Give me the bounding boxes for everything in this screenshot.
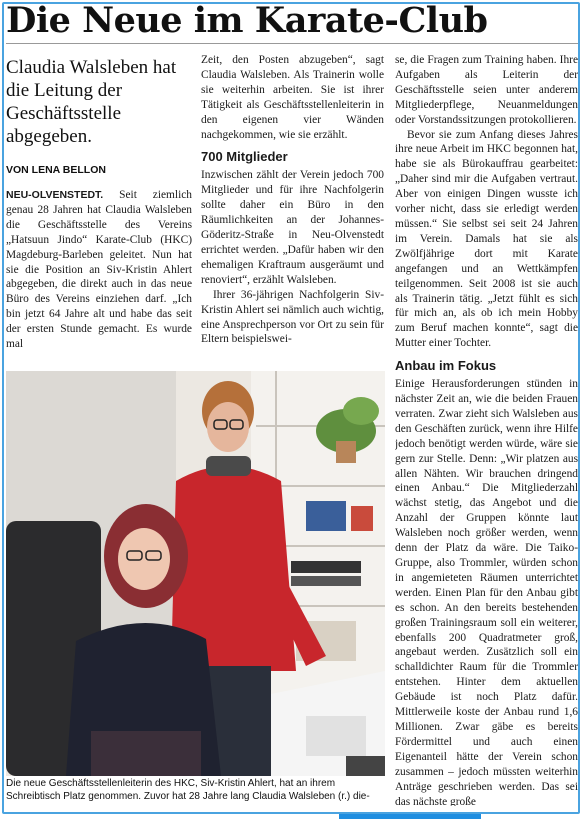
dek: Claudia Walsleben hat die Leitung der Geschäftsstelle abgegeben. <box>6 57 177 147</box>
byline: VON LENA BELLON <box>6 164 106 176</box>
paragraph: Zeit, den Posten abzugeben“, sagt Claudia Walsleben. Als Trainerin wolle sie weiterhin arbeiten. Sie ist ihrer Tätigkeit als Geschäftsstellenleiterin in den eigenen vier Wänden nachgekommen, wie sie erzählt. <box>201 54 384 141</box>
subhead-anbau-im-fokus: Anbau im Fokus <box>395 358 497 374</box>
paragraph <box>6 188 192 352</box>
dateline: NEU-OLVENSTEDT. <box>6 189 104 201</box>
headline: Die Neue im Karate-Club <box>6 0 488 41</box>
column-1 <box>6 188 192 366</box>
photo-caption: Die neue Geschäftsstellenleiterin des HKC, Siv-Kristin Ahlert, hat an ihrem Schreibtisch Platz genommen. Zuvor hat 28 Jahre lang Claudia Walsleben (r.) die- <box>6 778 370 802</box>
paragraph: Ihrer 36-jährigen Nachfolgerin Siv-Kristin Ahlert sei nämlich auch wichtig, eine Ansprechperson vor Ort zu sein für Eltern beispielswei- <box>201 288 384 346</box>
paragraph: Inzwischen zählt der Verein jedoch 700 Mitglieder und für ihre Nachfolgerin sollte daher ein Büro in den Räumlichkeiten an der Johannes-Göderitz-Straße in Neu-Olvenstedt errichtet werden. „Dafür haben wir den ehemaligen Kraftraum ausgeräumt und renoviert“, erzählt Walsleben. <box>201 169 384 286</box>
column-2 <box>201 53 384 369</box>
column-3 <box>395 53 578 806</box>
article-photo <box>6 371 385 776</box>
paragraph: se, die Fragen zum Training haben. Ihre Aufgaben als Leiterin der Geschäftsstelle seien unter anderem Mitgliederpflege, Neuanmeldungen oder Vorstandssitzungen protokollieren. <box>395 54 578 126</box>
subhead-700-mitglieder: 700 Mitglieder <box>201 149 288 165</box>
headline-rule <box>6 43 578 44</box>
paragraph-text: Seit ziemlich genau 28 Jahren hat Claudia Walsleben die Geschäftsstelle des Vereins „Hatsuun Jindo“ Karate-Club (HKC) Magdeburg-Barleben geleitet. Nun hat sie die Position an Siv-Kristin Ahlert abgegeben, die direkt auch in das neue Büro des Vereins einziehen darf. „Ich bin jetzt 64 Jahre alt und habe das seit der ersten Stunde gemacht. Es wurde mal <box>6 189 192 351</box>
paragraph: Bevor sie zum Anfang dieses Jahres ihre neue Arbeit im HKC begonnen hat, habe sie als Bürokauffrau gearbeitet: „Daher sind mir die Aufgaben vertraut. Aber von einigen Dingen wusste ich vorher nicht, dass sie erledigt werden müssen.“ Sie selbst sei seit 24 Jahren im Verein. Damals hat sie als Zwölfjährige dort mit Karate angefangen und an Wettkämpfen teilgenommen. Seit 2008 ist sie auch als Trainerin tätig. „Jetzt fühlt es sich für mich an, als ob ich mein Hobby zum Beruf machen konnte“, sagt die Mutter einer Tochter. <box>395 128 578 350</box>
paragraph: Einige Herausforderungen stünden in nächster Zeit an, wie die beiden Frauen verraten. Zwar zieht sich Walsleben aus den Geschäften zurück, wenn ihre Hilfe jedoch benötigt werden würde, wäre sie gern zur Stelle. Denn: „Wir platzen aus allen Nähten. Wir brauchen dringend einen Anbau.“ Die Mitgliederzahl wächst stetig, das Angebot und die Anzahl der Gruppen könnte laut Walsleben noch größer werden, wenn denn der Platz da wäre. Die Taiko-Gruppe, also Trommler, würden schon in angemieteten Räumen unterrichtet werden. Einen Plan für den Anbau gibt es schon. An den bereits bestehenden großen Trainingsraum soll ein weiterer, ebenfalls 200 Quadratmeter groß, angebaut werden. Zusätzlich soll ein schalldichter Raum für die Trommler entstehen. Hinter dem aktuellen Gebäude ist noch Platz dafür. Mittlerweile koste der Anbau rund 1,6 Millionen. Zwar gäbe es bereits Fördermittel und auch einen Eigenanteil hätte der Verein schon zusammen – jedoch müssten weiterhin Anträge geschrieben werden. Das sei das nächste große <box>395 378 578 806</box>
bottom-accent-bar <box>339 814 481 819</box>
